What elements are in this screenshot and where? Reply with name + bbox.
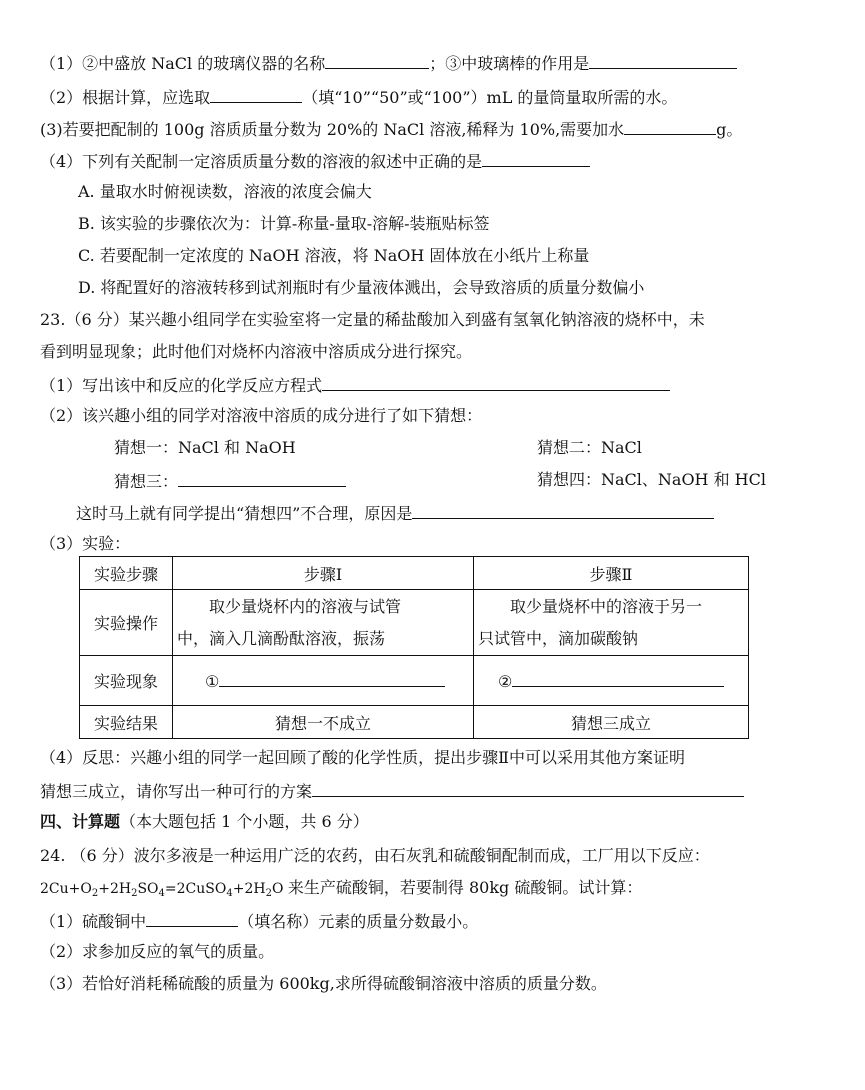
answer-blank[interactable] <box>624 118 716 135</box>
table-cell: ① <box>173 656 474 706</box>
table-cell: ② <box>474 656 749 706</box>
answer-blank[interactable] <box>589 52 737 69</box>
q24-intro: 24. （6 分）波尔多液是一种运用广泛的农药，由石灰乳和硫酸铜配制而成，工厂用以下反应： <box>40 846 710 865</box>
table-header: 步骤Ⅱ <box>474 557 749 590</box>
q24-equation-line: $2Cu+O_2+2H_2SO_4=2CuSO_4+2H_2O$ 来生产硫酸铜，若要制得 80kg 硫酸铜。试计算： <box>40 878 643 899</box>
answer-blank[interactable] <box>219 670 445 687</box>
q23-part1: （1）写出该中和反应的化学反应方程式 <box>40 374 670 396</box>
answer-blank[interactable] <box>312 780 744 797</box>
table-header: 实验步骤 <box>80 557 173 590</box>
q23-part4-cont: 猜想三成立，请你写出一种可行的方案 <box>40 780 744 802</box>
section-heading: 四、计算题（本大题包括 1 个小题，共 6 分） <box>40 812 369 831</box>
table-cell: 猜想三成立 <box>474 706 749 739</box>
guess-2: 猜想二：NaCl <box>537 438 642 457</box>
q22-part3: (3)若要把配制的 100g 溶质质量分数为 20%的 NaCl 溶液,稀释为 10%,需要加水 g。 <box>40 120 743 139</box>
answer-blank[interactable] <box>210 86 302 103</box>
experiment-table <box>79 556 749 739</box>
answer-blank[interactable] <box>146 910 238 927</box>
table-row-label: 实验操作 <box>80 590 173 656</box>
guess-3: 猜想三： <box>114 470 346 492</box>
table-cell: 取少量烧杯中的溶液于另一 只试管中，滴加碳酸钠 <box>474 590 749 656</box>
table-cell: 猜想一不成立 <box>173 706 474 739</box>
answer-blank[interactable] <box>322 374 670 391</box>
table-row-label: 实验现象 <box>80 656 173 706</box>
table-row <box>80 590 749 656</box>
table-header: 步骤Ⅰ <box>173 557 474 590</box>
q24-part2: （2）求参加反应的氧气的质量。 <box>40 942 275 961</box>
table-row <box>80 656 749 706</box>
option-c: C. 若要配制一定浓度的 NaOH 溶液，将 NaOH 固体放在小纸片上称量 <box>78 246 590 265</box>
answer-blank[interactable] <box>412 502 714 519</box>
q23-part2: （2）该兴趣小组的同学对溶液中溶质的成分进行了如下猜想： <box>40 406 483 425</box>
table-row <box>80 706 749 739</box>
chemical-equation: $2Cu+O_2+2H_2SO_4=2CuSO_4+2H_2O$ <box>40 881 288 899</box>
table-row-label: 实验结果 <box>80 706 173 739</box>
q22-part2: （2）根据计算，应选取 （填“10”“50”或“100”）mL 的量筒量取所需的水。 <box>40 88 678 107</box>
q24-part1: （1）硫酸铜中 （填名称）元素的质量分数最小。 <box>40 912 479 931</box>
guess-4: 猜想四：NaCl、NaOH 和 HCl <box>537 470 766 489</box>
answer-blank[interactable] <box>512 670 724 687</box>
option-d: D. 将配置好的溶液转移到试剂瓶时有少量液体溅出，会导致溶质的质量分数偏小 <box>78 278 645 297</box>
option-b: B. 该实验的步骤依次为：计算-称量-量取-溶解-装瓶贴标签 <box>78 214 490 233</box>
option-a: A. 量取水时俯视读数，溶液的浓度会偏大 <box>78 182 372 201</box>
table-cell: 取少量烧杯内的溶液与试管 中，滴入几滴酚酞溶液，振荡 <box>173 590 474 656</box>
q22-part1: （1）②中盛放 NaCl 的玻璃仪器的名称 ；③中玻璃棒的作用是 <box>40 52 737 74</box>
q23-intro: 23.（6 分）某兴趣小组同学在实验室将一定量的稀盐酸加入到盛有氢氧化钠溶液的烧杯中，未 <box>40 310 705 329</box>
guess-1: 猜想一：NaCl 和 NaOH <box>114 438 296 457</box>
q22-part4: （4）下列有关配制一定溶质质量分数的溶液的叙述中正确的是 <box>40 150 590 172</box>
q23-intro-cont: 看到明显现象；此时他们对烧杯内溶液中溶质成分进行探究。 <box>40 342 473 361</box>
guess-4-reason: 这时马上就有同学提出“猜想四”不合理，原因是 <box>76 502 714 524</box>
q24-part3: （3）若恰好消耗稀硫酸的质量为 600kg,求所得硫酸铜溶液中溶质的质量分数。 <box>40 974 607 993</box>
answer-blank[interactable] <box>178 470 346 487</box>
answer-blank[interactable] <box>482 150 590 167</box>
q23-part3: （3）实验： <box>40 534 131 553</box>
table-row <box>80 557 749 590</box>
q23-part4: （4）反思：兴趣小组的同学一起回顾了酸的化学性质，提出步骤Ⅱ中可以采用其他方案证明 <box>40 748 686 767</box>
answer-blank[interactable] <box>325 52 429 69</box>
